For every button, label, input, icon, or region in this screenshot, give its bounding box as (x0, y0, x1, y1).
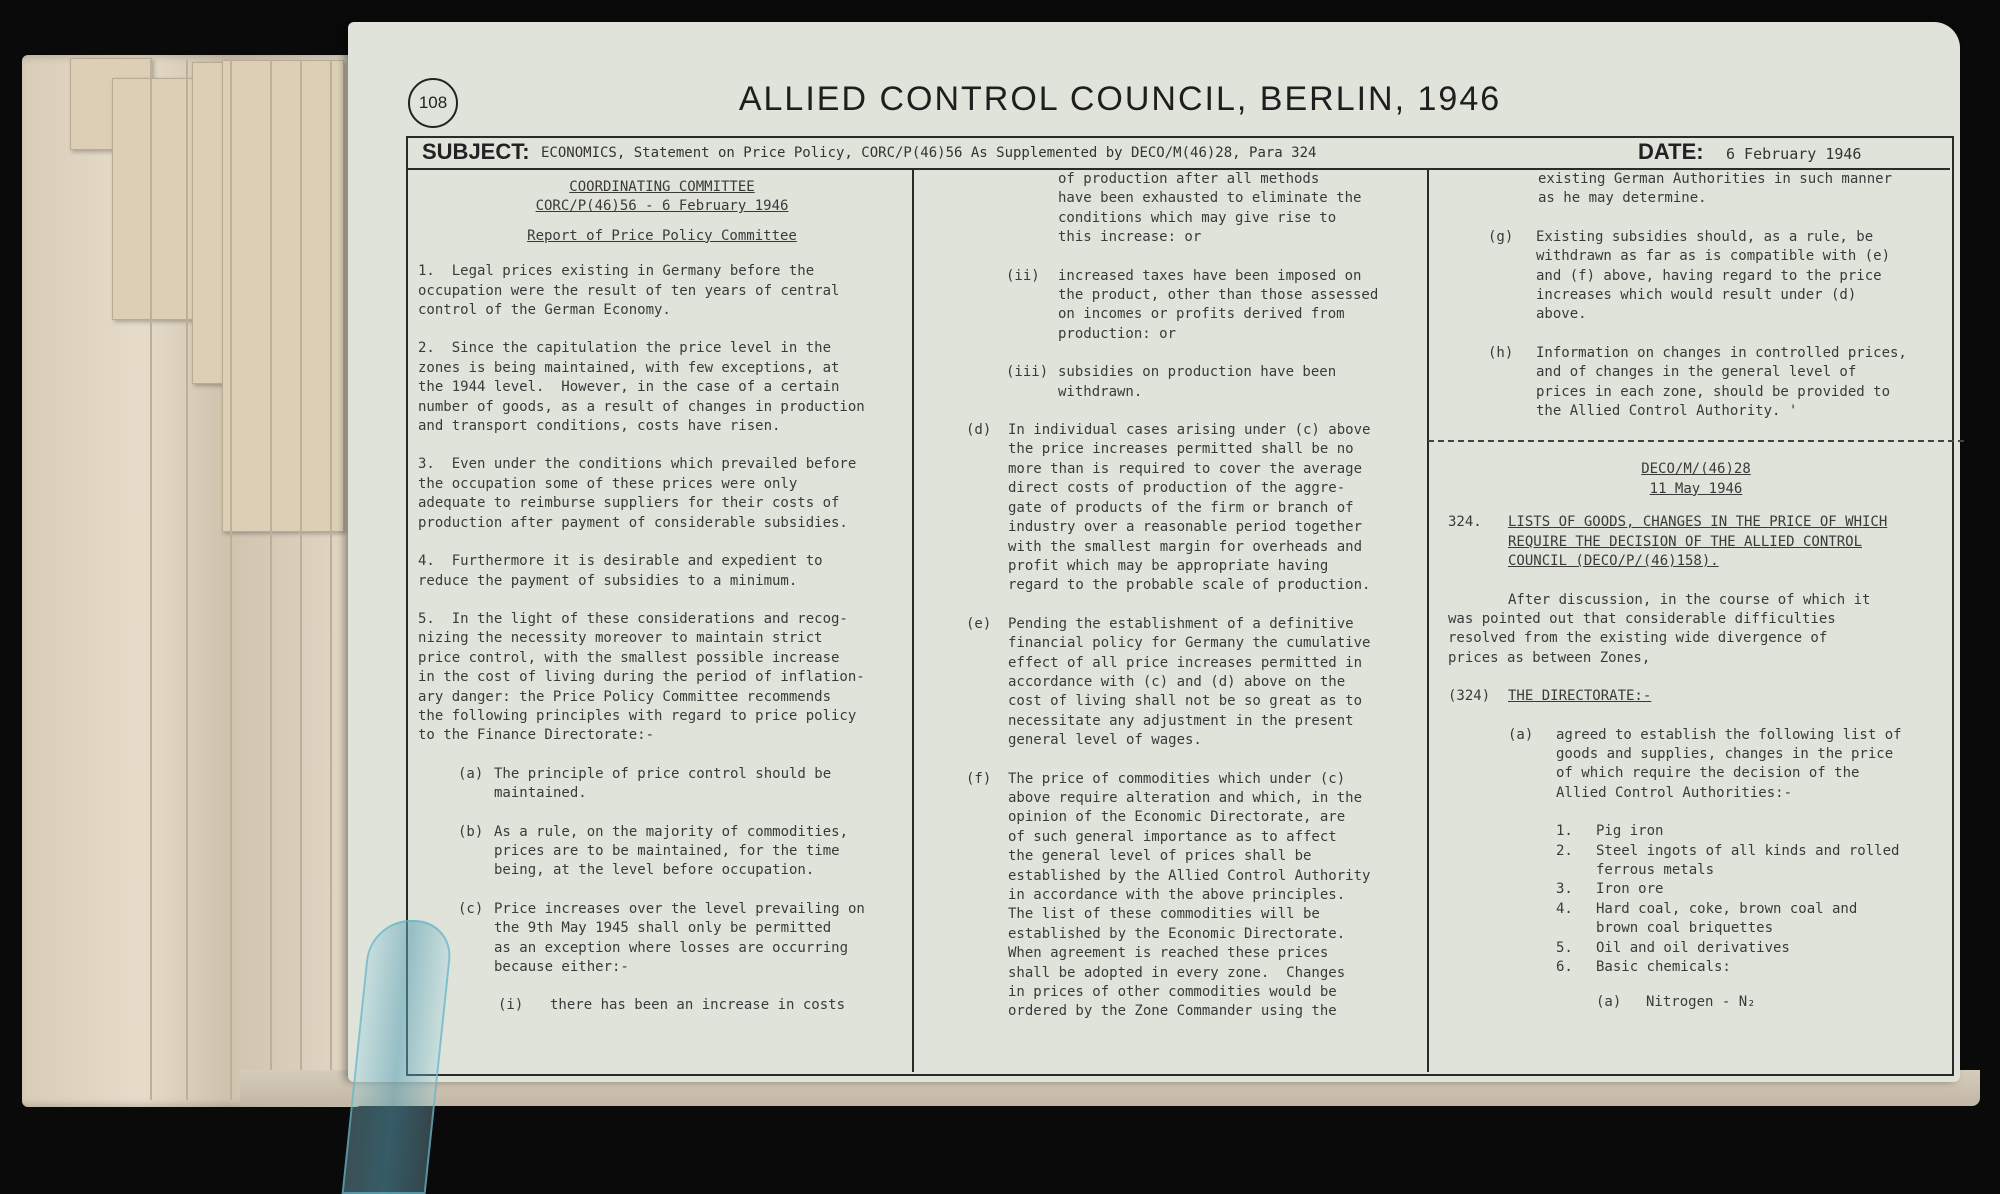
clause-g (1488, 228, 1944, 325)
list-number: 4. (1556, 900, 1573, 917)
clause-a (1508, 726, 1944, 804)
list-number: 2. (1556, 842, 1573, 859)
continuation-text: of production after all methods have been exhausted to eliminate the conditions which may give rise to this increase: or (1058, 171, 1362, 246)
goods-list (1556, 822, 1944, 1013)
deco-reference: DECO/M/(46)28 (1641, 461, 1751, 478)
page-edge (230, 60, 232, 1100)
paragraph-number: (324) (1448, 688, 1491, 705)
clause-label: (b) (458, 823, 484, 840)
clause-label: (ii) (1006, 267, 1040, 284)
discussion-text: After discussion, in the course of which it was pointed out that considerable difficulties resolved from the existing wide divergence of prices as between Zones, (1448, 591, 1871, 666)
list-item (1556, 842, 1944, 881)
clause-e (966, 615, 1418, 751)
paragraph-1: 1. Legal prices existing in Germany before the occupation were the result of ten years of central control of the German Economy. (418, 263, 840, 319)
clause-text: agreed to establish the following list of goods and supplies, changes in the price of which require the decision of the Allied Control Authorities:- (1556, 726, 1902, 801)
clause-h (1488, 344, 1944, 422)
subject-bar (406, 136, 1950, 170)
date-label: DATE: (1638, 139, 1704, 164)
report-heading: Report of Price Policy Committee (527, 227, 797, 244)
page-edge (186, 60, 188, 1100)
column-divider (1427, 168, 1429, 1072)
paragraph-2: 2. Since the capitulation the price level in the zones is being maintained, with few exceptions, at the 1944 level. However, in the case of a certain number of goods, as a result of changes in production and transport conditions, costs have risen. (418, 340, 865, 435)
clause-label: (a) (1508, 726, 1534, 743)
paper-tab (222, 60, 344, 532)
subject-text: ECONOMICS, Statement on Price Policy, CORC/P(46)56 As Supplemented by DECO/M(46)28, Para 324 (541, 145, 1317, 161)
list-text: Oil and oil derivatives (1596, 939, 1790, 956)
list-item (1556, 939, 1944, 958)
list-text: Hard coal, coke, brown coal and brown coal briquettes (1596, 900, 1858, 937)
clause-text: Existing subsidies should, as a rule, be withdrawn as far as is compatible with (e) and (f) above, having regard to the price increases which would result under (d) above. (1536, 228, 1891, 323)
clause-label: (c) (458, 900, 484, 917)
sub-item (1596, 993, 1944, 1012)
list-text: Basic chemicals: (1596, 959, 1731, 975)
clause-label: (iii) (1006, 364, 1049, 381)
page-edge (270, 60, 272, 1100)
clause-text: subsidies on production have been withdrawn. (1058, 364, 1337, 400)
clause-text: Information on changes in controlled prices, and of changes in the general level of prices in each zone, should be provided to the Allied Control Authority. ' (1536, 344, 1907, 420)
clause-label: (a) (458, 765, 484, 782)
directorate-label: THE DIRECTORATE:- (1508, 688, 1652, 705)
paragraph-5: 5. In the light of these considerations and recog- nizing the necessity moreover to maintain strict price control, with the smallest possible increase in the cost of living during the period of inflation- ary danger: the Price Policy Committee recommends the following principles with regard to price policy to the Finance Directorate:- (418, 610, 865, 744)
paragraph-3: 3. Even under the conditions which prevailed before the occupation some of these prices were only adequate to reimburse suppliers for their costs of production after payment of considerable subsidies. (418, 456, 857, 531)
clause-text: Price increases over the level prevailing on the 9th May 1945 shall only be permitted as an exception where losses are occurring because either:- (494, 900, 865, 975)
committee-heading: COORDINATING COMMITTEE (569, 179, 755, 195)
deco-date: 11 May 1946 (1649, 480, 1743, 497)
clause-text: The principle of price control should be maintained. (494, 765, 832, 802)
page-title: ALLIED CONTROL COUNCIL, BERLIN, 1946 (738, 80, 1502, 118)
column-right (1448, 170, 1944, 1032)
subject-label: SUBJECT: (422, 139, 530, 164)
clause-label: (g) (1488, 228, 1514, 245)
page-edge (300, 60, 302, 1100)
clause-label: (h) (1488, 344, 1514, 361)
list-item (1556, 900, 1944, 939)
list-text: Steel ingots of all kinds and rolled ferrous metals (1596, 842, 1900, 878)
clause-text: increased taxes have been imposed on the product, other than those assessed on incomes or profits derived from production: or (1058, 267, 1379, 342)
clause-b (458, 823, 906, 881)
committee-ref: CORC/P(46)56 - 6 February 1946 (535, 198, 789, 215)
page-edge (330, 60, 332, 1100)
list-number: 3. (1556, 881, 1573, 898)
clause-label: (i) (498, 997, 524, 1014)
clause-label: (e) (966, 615, 992, 632)
paragraph-heading: LISTS OF GOODS, CHANGES IN THE PRICE OF WHICH REQUIRE THE DECISION OF THE ALLIED CONTROL COUNCIL (DECO/P/(46)158). (1508, 514, 1888, 570)
list-number: 1. (1556, 823, 1573, 840)
clause-label: (a) (1596, 994, 1622, 1011)
clause-text: As a rule, on the majority of commodities, prices are to be maintained, for the time being, at the level before occupation. (494, 823, 849, 879)
paragraph-324 (1448, 513, 1944, 571)
clause-text: The price of commodities which under (c) above require alteration and which, in the opinion of the Economic Directorate, are of such general importance as to affect the general level of prices shall be established by the Allied Control Authority in accordance with the above principles. The list of these commodities will be established by the Economic Directorate. When agreement is reached these prices shall be adopted in every zone. Changes in prices of other commodities would be ordered by the Zone Commander using the (1008, 770, 1371, 1020)
clause-f (966, 770, 1418, 1022)
clause-d (966, 421, 1418, 596)
clause-label: (f) (966, 770, 992, 787)
list-number: 6. (1556, 959, 1573, 975)
list-text: Pig iron (1596, 823, 1664, 840)
dashed-separator (1428, 440, 1964, 442)
clause-a (458, 765, 906, 804)
page-number: 108 (408, 78, 458, 128)
paragraph-number: 324. (1448, 514, 1482, 531)
clause-c (458, 900, 906, 978)
clause-label: (d) (966, 422, 992, 439)
page-edge (150, 60, 152, 1100)
list-item (1556, 822, 1944, 841)
list-text: Iron ore (1596, 881, 1664, 898)
directorate-heading (1448, 687, 1944, 706)
column-middle (958, 170, 1418, 1041)
clause-text: In individual cases arising under (c) above the price increases permitted shall be no more than is required to cover the average direct costs of production of the aggre- gate of products of the firm or branch of industry over a reasonable period together with the smallest margin for overheads and profit which may be appropriate having regard to the probable scale of production. (1008, 422, 1371, 594)
column-left (418, 170, 906, 1035)
clause-c-i (498, 996, 906, 1015)
paragraph-4: 4. Furthermore it is desirable and expedient to reduce the payment of subsidies to a minimum. (418, 553, 823, 589)
clause-text: Pending the establishment of a definitive financial policy for Germany the cumulative effect of all price increases permitted in accordance with (c) and (d) above on the cost of living shall not be so great as to necessitate any adjustment in the present general level of wages. (1008, 615, 1371, 749)
list-number: 5. (1556, 939, 1573, 956)
date-text: 6 February 1946 (1726, 145, 1862, 163)
continuation-text: existing German Authorities in such manner as he may determine. (1538, 171, 1893, 207)
clause-c-ii (1006, 267, 1418, 345)
list-item (1556, 958, 1944, 977)
clause-text: Nitrogen - N₂ (1646, 994, 1756, 1011)
column-divider (912, 168, 914, 1072)
list-item (1556, 880, 1944, 899)
clause-c-iii (1006, 363, 1418, 402)
clause-text: there has been an increase in costs (550, 997, 846, 1014)
